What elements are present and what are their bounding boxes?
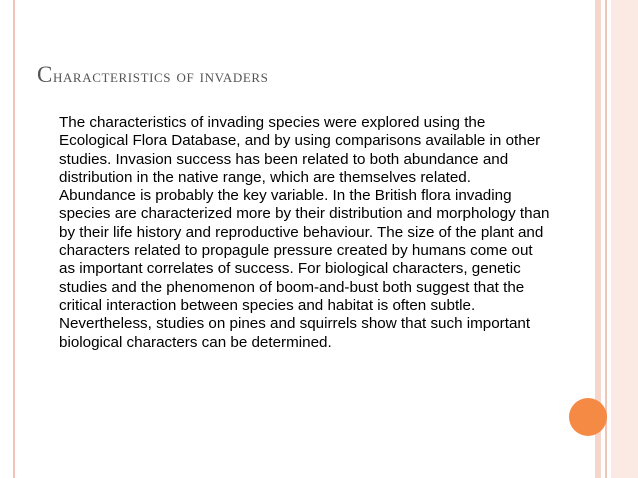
- left-accent-line: [13, 0, 15, 478]
- slide-title-initial: C: [37, 62, 53, 87]
- slide-title-rest: haracteristics of invaders: [52, 66, 269, 87]
- orange-circle-decoration: [569, 398, 607, 436]
- slide-title: [37, 62, 577, 88]
- right-accent-line: [605, 0, 607, 478]
- slide-body-text: The characteristics of invading species were explored using the Ecological Flora Database, and by using comparisons available in other studies. Invasion success has been related to both abundance and distribution in the native range, which are themselves related. Abundance is probably the key variable. In the British flora invading species are characterized more by their distribution and morphology than by their life history and reproductive behaviour. The size of the plant and characters related to propagule pressure created by humans come out as important correlates of success. For biological characters, genetic studies and the phenomenon of boom-and-bust both suggest that the critical interaction between species and habitat is often subtle. Nevertheless, studies on pines and squirrels show that such important biological characters can be determined.: [59, 114, 550, 351]
- right-edge-band: [611, 0, 638, 478]
